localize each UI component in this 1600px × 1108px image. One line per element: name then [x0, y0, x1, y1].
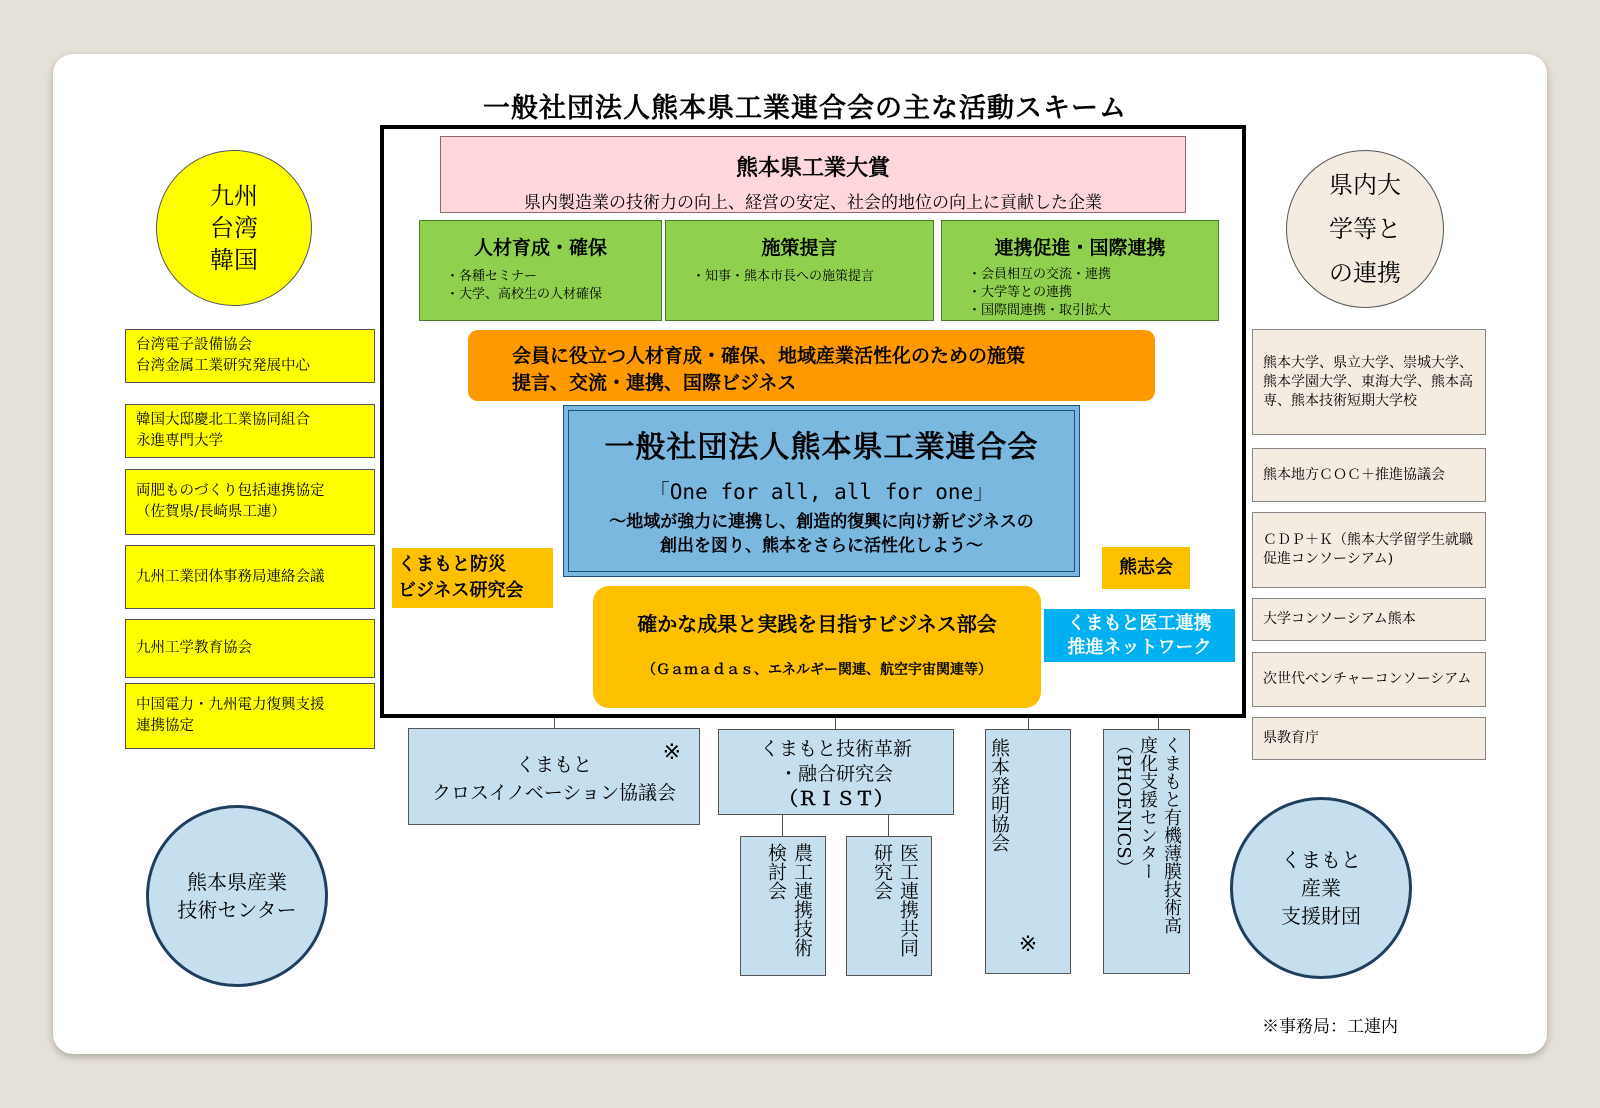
award-description: 県内製造業の技術力の向上、経営の安定、社会的地位の向上に貢献した企業: [524, 193, 1102, 213]
diagram-title: 一般社団法人熊本県工業連合会の主な活動スキーム: [483, 93, 1127, 124]
circle-line: 技術センター: [177, 898, 297, 922]
circle-line: の連携: [1329, 259, 1401, 287]
industry-award-box: [440, 136, 1186, 213]
invention-association-box: [985, 729, 1071, 974]
circle-line: 産業: [1301, 876, 1341, 900]
core-description-line: ～地域が強力に連携し、創造的復興に向け新ビジネスの: [609, 512, 1034, 532]
cross-innovation-line: くまもと: [515, 754, 592, 776]
core-inner-border: [568, 410, 1075, 572]
right-partner-box: [1252, 512, 1486, 588]
medical-network-box: [1044, 609, 1235, 662]
right-partner-text: 大学コンソーシアム熊本: [1263, 611, 1416, 627]
secretariat-mark: ※: [662, 740, 681, 765]
pillar-heading: 連携促進・国際連携: [994, 237, 1166, 259]
left-partner-box: [125, 329, 375, 383]
pillar-item: ・大学等との連携: [968, 285, 1073, 300]
rist-box: [718, 729, 954, 815]
overseas-circle: [156, 150, 312, 306]
mission-line: 提言、交流・連携、国際ビジネス: [512, 372, 797, 394]
mission-line: 会員に役立つ人材育成・確保、地域産業活性化のための施策: [512, 345, 1026, 367]
rist-line: ・融合研究会: [778, 763, 893, 785]
disaster-business-study-box: [392, 548, 553, 608]
left-partner-line: 韓国大邸慶北工業協同組合: [136, 412, 310, 428]
phoenics-line: 度化支援センター: [1137, 736, 1158, 880]
phoenics-line: （PHOENICS）: [1113, 736, 1134, 877]
pillar-item: ・会員相互の交流・連携: [968, 267, 1112, 282]
bosai-line: ビジネス研究会: [398, 580, 524, 601]
connector-line: [554, 718, 555, 728]
pillar-heading: 人材育成・確保: [473, 237, 607, 259]
left-partner-box: [125, 545, 375, 609]
connector-line: [1028, 718, 1029, 729]
award-heading: 熊本県工業大賞: [735, 155, 890, 181]
circle-line: くまもと: [1281, 848, 1361, 872]
left-partner-line: 連携協定: [136, 718, 194, 734]
left-partner-line: （佐賀県/長崎県工連）: [136, 504, 286, 520]
right-partner-text: 次世代ベンチャーコンソーシアム: [1263, 671, 1472, 687]
right-partner-box: [1252, 448, 1486, 502]
right-partner-text: 熊本大学、県立大学、崇城大学、熊本学園大学、東海大学、熊本高専、熊本技術短期大学校: [1263, 354, 1473, 409]
phoenics-box: [1103, 729, 1190, 974]
pillar-hr: [419, 220, 662, 321]
left-partner-box: [125, 404, 375, 458]
left-partner-line: 台湾電子設備協会: [136, 337, 252, 353]
core-description-line: 創出を図り、熊本をさらに活性化しよう～: [660, 536, 983, 556]
left-partner-line: 永進専門大学: [136, 433, 223, 449]
right-partner-text: ＣＤＰ＋Ｋ（熊本大学留学生就職促進コンソーシアム): [1263, 532, 1473, 567]
circle-line: 九州: [210, 182, 258, 210]
circle-line: 台湾: [210, 214, 258, 242]
support-foundation-circle: [1230, 797, 1412, 979]
agri-engineering-box: 農工連携技術検討会: [740, 836, 826, 976]
circle-line: 県内大: [1329, 171, 1401, 199]
right-partner-text: 熊本地方ＣＯＣ＋推進協議会: [1263, 466, 1445, 483]
left-partner-box: [125, 619, 375, 678]
business-heading: 確かな成果と実践を目指すビジネス部会: [637, 612, 997, 636]
left-partner-box: [125, 683, 375, 749]
right-partner-text: 県教育庁: [1263, 730, 1319, 746]
medical-network-line: くまもと医工連携: [1067, 613, 1212, 634]
pillar-item: ・各種セミナー: [446, 269, 538, 284]
pillar-policy: [665, 220, 934, 321]
pillar-item: ・国際間連携・取引拡大: [968, 303, 1112, 318]
university-circle: [1286, 150, 1444, 308]
left-partner-line: 九州工学教育協会: [136, 640, 252, 656]
right-partner-box: [1252, 652, 1486, 707]
invention-text: 熊本発明協会: [988, 738, 1010, 852]
core-heading: 一般社団法人熊本県工業連合会: [604, 430, 1039, 465]
business-division-box: [593, 586, 1041, 708]
mission-banner: [468, 330, 1155, 401]
phoenics-line: くまもと有機薄膜技術高: [1161, 736, 1182, 934]
medical-engineering-box: 医工連携共同研究会: [846, 836, 932, 976]
medical-network-line: 推進ネットワーク: [1067, 637, 1212, 658]
footnote: ※事務局：工連内: [1262, 1017, 1398, 1037]
rist-line: くまもと技術革新: [759, 738, 912, 760]
right-partner-box: [1252, 598, 1486, 641]
federation-core-box: [563, 405, 1080, 577]
left-partner-line: 台湾金属工業研究発展中心: [136, 358, 310, 374]
circle-line: 支援財団: [1281, 904, 1361, 928]
connector-line: [835, 718, 836, 729]
left-partner-line: 九州工業団体事務局連絡会議: [136, 568, 325, 585]
industrial-tech-center-circle: [146, 805, 328, 987]
right-partner-box: [1252, 717, 1486, 760]
right-partner-box: [1252, 329, 1486, 435]
cross-innovation-box: [408, 728, 700, 825]
connector-line: [782, 815, 783, 836]
left-partner-box: [125, 469, 375, 535]
pillar-item: ・知事・熊本市長への施策提言: [692, 269, 875, 284]
pillar-heading: 施策提言: [761, 237, 838, 259]
circle-line: 学等と: [1329, 215, 1401, 243]
left-partner-line: 両肥ものづくり包括連携協定: [136, 483, 325, 499]
pillar-collaboration: [941, 220, 1219, 321]
connector-line: [1158, 718, 1159, 729]
secretariat-mark: ※: [1018, 932, 1038, 957]
cross-innovation-line: クロスイノベーション協議会: [432, 782, 676, 804]
bosai-line: くまもと防災: [398, 554, 506, 575]
pillar-item: ・大学、高校生の人材確保: [446, 287, 603, 302]
circle-line: 韓国: [210, 246, 258, 274]
circle-line: 熊本県産業: [186, 870, 287, 894]
yushikai-box: 熊志会: [1102, 547, 1190, 589]
left-partner-line: 中国電力・九州電力復興支援: [136, 697, 325, 713]
core-motto: 「One for all, all for one」: [648, 480, 995, 504]
rist-line: （ＲＩＳＴ）: [778, 788, 893, 810]
connector-line: [888, 815, 889, 836]
business-sub: （Ｇａｍａｄａｓ、エネルギー関連、航空宇宙関連等）: [642, 662, 992, 678]
